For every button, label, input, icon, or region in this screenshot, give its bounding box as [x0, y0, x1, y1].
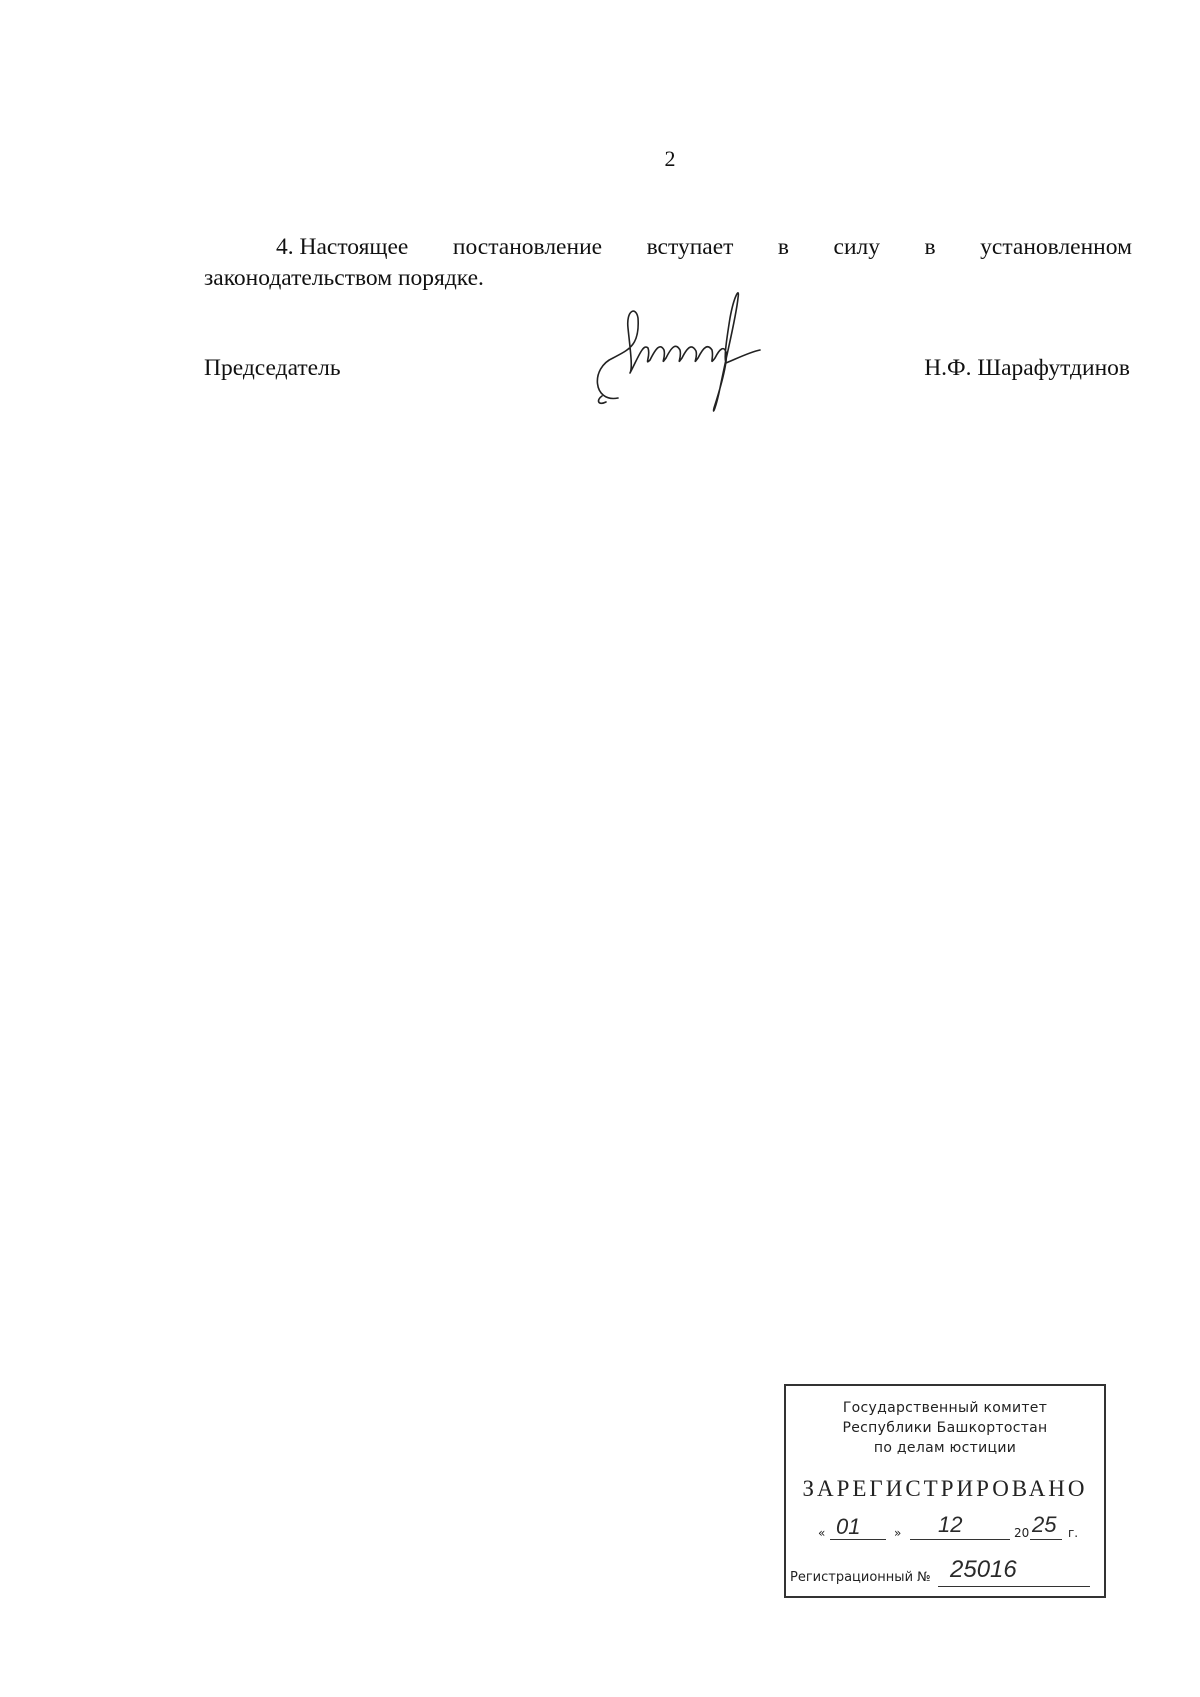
stamp-org-line: по делам юстиции: [873, 1440, 1017, 1456]
paragraph-word: в: [777, 234, 790, 260]
stamp-org-line: Республики Башкортостан: [842, 1420, 1048, 1436]
stamp-reg-label: Регистрационный №: [790, 1570, 931, 1585]
paragraph-line-1: [204, 232, 1132, 263]
paragraph-line-2: законодательством порядке.: [204, 265, 484, 291]
paragraph-word: силу: [833, 234, 881, 260]
stamp-registration: [790, 1556, 1096, 1592]
signer-role: Председатель: [204, 355, 341, 381]
stamp-organization: [786, 1398, 1104, 1458]
stamp-day: 01: [836, 1514, 861, 1539]
stamp-quote-close: »: [894, 1526, 902, 1540]
stamp-year-mark: г.: [1068, 1526, 1079, 1540]
registration-stamp: [784, 1384, 1106, 1598]
stamp-date: [798, 1512, 1094, 1546]
stamp-org-line: Государственный комитет: [842, 1400, 1048, 1416]
paragraph-word: вступает: [646, 234, 734, 260]
paragraph-word: установленном: [980, 234, 1132, 260]
stamp-year-suffix: 25: [1032, 1512, 1057, 1537]
stamp-reg-number: 25016: [950, 1556, 1017, 1583]
page-number: 2: [664, 146, 676, 171]
stamp-quote-open: «: [818, 1526, 826, 1540]
stamp-month: 12: [938, 1512, 963, 1537]
paragraph-word: постановление: [452, 234, 603, 260]
handwritten-signature: [588, 288, 763, 428]
stamp-title: ЗАРЕГИСТРИРОВАНО: [802, 1476, 1088, 1501]
paragraph-word: в: [924, 234, 936, 260]
paragraph-4: [204, 232, 1132, 294]
paragraph-word: 4. Настоящее: [276, 234, 409, 260]
stamp-year-prefix: 20: [1014, 1526, 1030, 1540]
signer-name: Н.Ф. Шарафутдинов: [924, 355, 1130, 381]
